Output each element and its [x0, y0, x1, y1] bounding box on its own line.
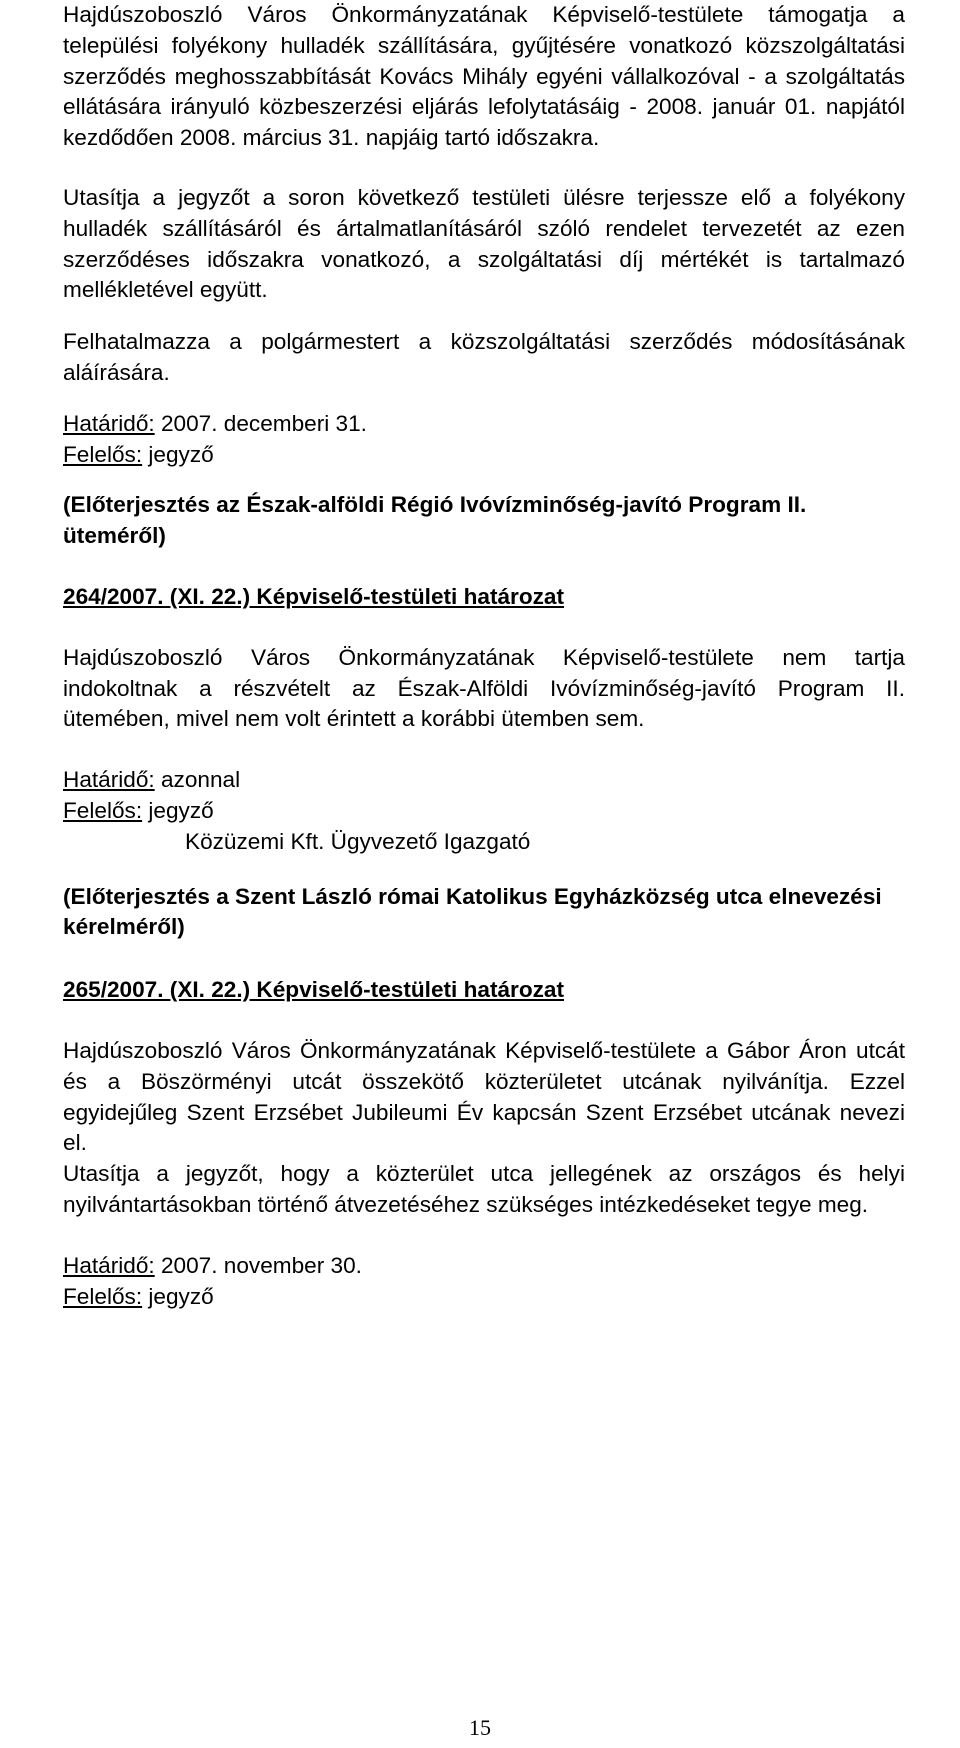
- resolution-text-utca: Hajdúszoboszló Város Önkormányzatának Képviselő-testülete a Gábor Áron utcát és a Böszörményi utcát összekötő közterületet utcának nyilvánítja. Ezzel egyidejűleg Szent Erzsébet Jubileumi Év kapcsán Szent Erzsébet utcának nevezi el.: [63, 1037, 905, 1156]
- responsible-value: jegyző: [142, 441, 214, 467]
- section-heading-ivoviz: (Előterjesztés az Észak-alföldi Régió Ivóvízminőség-javító Program II. üteméről): [63, 492, 807, 549]
- responsible-line: [63, 796, 905, 827]
- responsible-label: Felelős:: [63, 1283, 143, 1309]
- responsible-value: jegyző: [142, 1283, 214, 1309]
- deadline-label: Határidő:: [63, 1252, 155, 1278]
- document-page: [63, 0, 905, 1312]
- deadline-value: 2007. decemberi 31.: [154, 410, 367, 436]
- deadline-value: azonnal: [154, 767, 241, 793]
- responsible-extra-line: [63, 827, 905, 858]
- authorization-text: Felhatalmazza a polgármestert a közszolgáltatási szerződés módosításának aláírására.: [63, 329, 905, 385]
- deadline-line: [63, 765, 905, 796]
- deadline-value: 2007. november 30.: [154, 1252, 362, 1278]
- resolution-number-264: 264/2007. (XI. 22.) Képviselő-testületi határozat: [63, 583, 565, 609]
- deadline-line: [63, 409, 905, 440]
- instruction-text: Utasítja a jegyzőt a soron következő testületi ülésre terjessze elő a folyékony hulladék szállításáról és ártalmatlanításáról szóló rendelet tervezetét az ezen szerződéses időszakra vonatkozó, a szolgáltatási díj mértékét is tartalmazó mellékletével együtt.: [63, 184, 905, 303]
- resolution-text-ivoviz: Hajdúszoboszló Város Önkormányzatának Képviselő-testülete nem tartja indokoltnak a részvételt az Észak-Alföldi Ivóvízminőség-javító Program II. ütemében, mivel nem volt érintett a korábbi ütemben sem.: [63, 644, 905, 732]
- deadline-line: [63, 1251, 905, 1282]
- section-heading-utca: (Előterjesztés a Szent László római Katolikus Egyházközség utca elnevezési kérelméről): [63, 883, 882, 940]
- responsible-extra: Közüzemi Kft. Ügyvezető Igazgató: [185, 828, 531, 854]
- responsible-line: [63, 1282, 905, 1313]
- resolution-number-265: 265/2007. (XI. 22.) Képviselő-testületi határozat: [63, 977, 565, 1003]
- page-number: 15: [469, 1715, 491, 1740]
- responsible-line: [63, 440, 905, 471]
- responsible-label: Felelős:: [63, 797, 143, 823]
- resolution-text-folyekony: Hajdúszoboszló Város Önkormányzatának Képviselő-testülete támogatja a települési folyékony hulladék szállítására, gyűjtésére vonatkozó közszolgáltatási szerződés meghosszabbítását Kovács Mihály egyéni vállalkozóval - a szolgáltatás ellátására irányuló közbeszerzési eljárás lefolytatásáig - 2008. január 01. napjától kezdődően 2008. március 31. napjáig tartó időszakra.: [63, 2, 905, 151]
- instruction-text-utca: Utasítja a jegyzőt, hogy a közterület utca jellegének az országos és helyi nyilvántartásokban történő átvezetéséhez szükséges intézkedéseket tegye meg.: [63, 1161, 905, 1217]
- responsible-value: jegyző: [142, 797, 214, 823]
- deadline-label: Határidő:: [63, 410, 155, 436]
- deadline-label: Határidő:: [63, 767, 155, 793]
- responsible-label: Felelős:: [63, 441, 143, 467]
